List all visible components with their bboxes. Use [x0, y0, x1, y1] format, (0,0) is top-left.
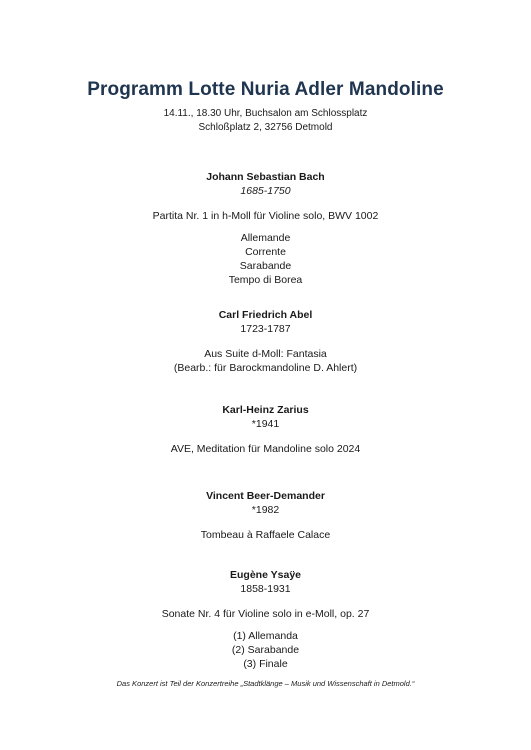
- composer-dates: 1723-1787: [240, 323, 291, 335]
- work-title: Tombeau à Raffaele Calace: [200, 529, 331, 541]
- work-title: Sonate Nr. 4 für Violine solo in e-Moll, op. 27: [161, 608, 370, 620]
- composer-name: Eugène Ysaÿe: [229, 569, 301, 581]
- movement-item: Tempo di Borea: [228, 274, 303, 286]
- program-item-zarius: [0, 403, 531, 456]
- footer-note: Das Konzert ist Teil der Konzertreihe „Stadtklänge – Musik und Wissenschaft in Detmold.“: [116, 679, 415, 688]
- composer-dates: 1685-1750: [240, 185, 291, 197]
- program-item-abel: [0, 308, 531, 375]
- page-title: Programm Lotte Nuria Adler Mandoline: [87, 79, 444, 100]
- composer-name: Carl Friedrich Abel: [218, 309, 313, 321]
- movement-item: (2) Sarabande: [231, 644, 300, 656]
- event-address: Schloßplatz 2, 32756 Detmold: [198, 122, 333, 133]
- movement-item: (1) Allemanda: [233, 630, 298, 642]
- work-arrangement-note: (Bearb.: für Barockmandoline D. Ahlert): [173, 362, 358, 374]
- composer-dates: *1982: [251, 504, 280, 516]
- composer-dates: *1941: [251, 418, 280, 430]
- movement-item: Allemande: [240, 232, 291, 244]
- program-item-bach: [0, 170, 531, 287]
- work-title: AVE, Meditation für Mandoline solo 2024: [170, 443, 361, 455]
- movement-item: Corrente: [245, 246, 286, 258]
- composer-dates: 1858-1931: [240, 583, 291, 595]
- work-title: Partita Nr. 1 in h-Moll für Violine solo, BWV 1002: [152, 210, 379, 222]
- movement-list: [0, 629, 531, 671]
- event-date-venue: 14.11., 18.30 Uhr, Buchsalon am Schlossplatz: [163, 108, 368, 119]
- composer-name: Johann Sebastian Bach: [206, 171, 325, 183]
- movement-list: [0, 231, 531, 287]
- composer-name: Karl-Heinz Zarius: [222, 404, 309, 416]
- movement-item: Sarabande: [239, 260, 292, 272]
- composer-name: Vincent Beer-Demander: [206, 490, 325, 502]
- program-item-beer-demander: [0, 489, 531, 542]
- program-item-ysaye: [0, 568, 531, 671]
- work-title: Aus Suite d-Moll: Fantasia: [204, 348, 327, 360]
- movement-item: (3) Finale: [243, 658, 288, 670]
